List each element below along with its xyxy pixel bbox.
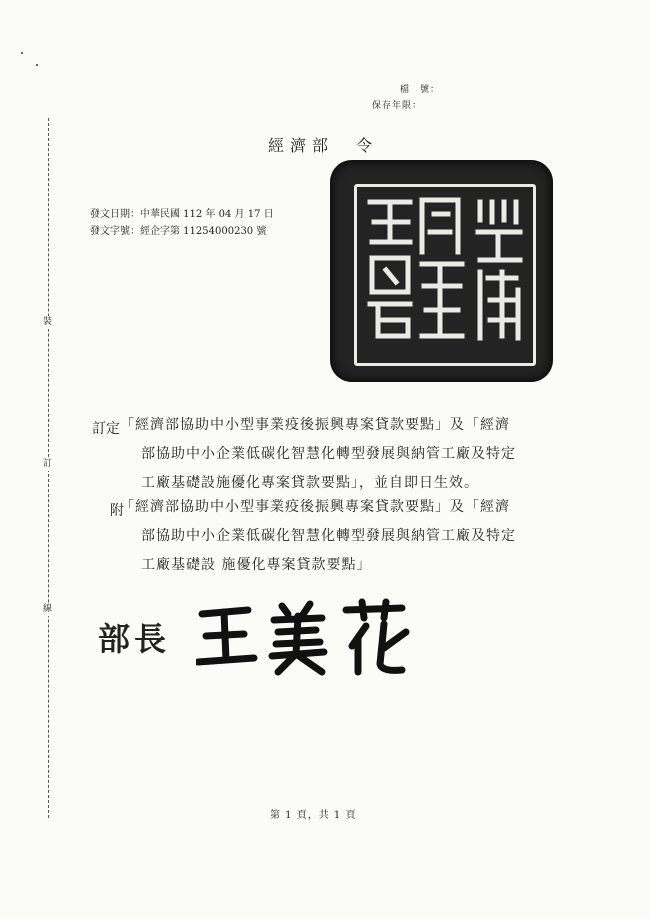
archive-number-label: 檔 號： xyxy=(400,85,441,95)
attachment-line-1: 「經濟部協助中小型事業疫後振興專案貸款要點」及「經濟 xyxy=(120,499,510,515)
attachment-line-2: 部協助中小企業低碳化智慧化轉型發展與納管工廠及特定 xyxy=(141,528,516,544)
binding-char-xian: 線 xyxy=(43,604,53,614)
attachment-line-3: 工廠基礎設 施優化專案貸款要點」 xyxy=(141,557,372,573)
official-seal xyxy=(330,160,553,382)
page-number: 第 1 頁，共 1 頁 xyxy=(270,810,357,821)
issue-date: 發文日期：中華民國 112 年 04 月 17 日 xyxy=(90,209,274,220)
minister-title: 部長 xyxy=(98,620,171,658)
scan-speck xyxy=(21,52,23,54)
issue-reference-number: 發文字號：經企字第 11254000230 號 xyxy=(90,226,267,237)
order-label: 訂定 xyxy=(92,421,120,437)
attachment-label: 附 xyxy=(110,503,124,519)
document-title: 經濟部 令 xyxy=(268,136,379,155)
scan-speck xyxy=(36,64,38,66)
binding-char-ding: 訂 xyxy=(43,459,53,469)
seal-glyphs xyxy=(330,160,553,382)
minister-signature xyxy=(196,598,416,678)
retention-period-label: 保存年限： xyxy=(372,101,423,111)
binding-char-zhuang: 裝 xyxy=(43,317,53,327)
order-line-3: 工廠基礎設施優化專案貸款要點」，並自即日生效。 xyxy=(141,475,479,491)
order-line-2: 部協助中小企業低碳化智慧化轉型發展與納管工廠及特定 xyxy=(141,446,516,462)
order-line-1: 「經濟部協助中小型事業疫後振興專案貸款要點」及「經濟 xyxy=(120,417,510,433)
